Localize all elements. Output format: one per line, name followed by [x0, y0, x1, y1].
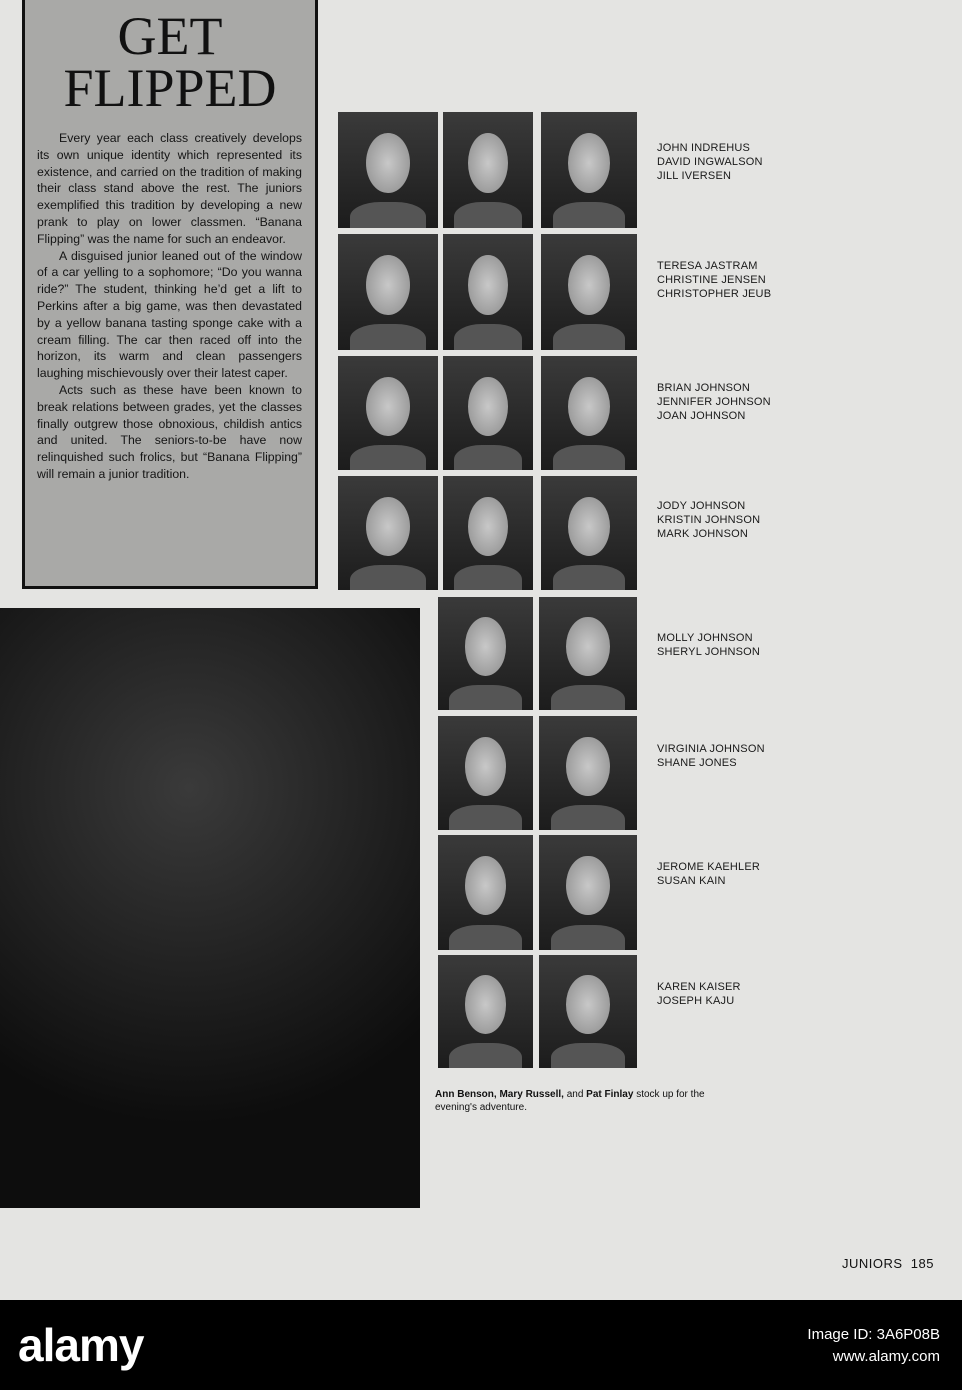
- name: JOHN INDREHUS: [657, 142, 751, 154]
- name-group: [657, 980, 741, 1008]
- photo-caption: [435, 1088, 705, 1114]
- student-portrait: [338, 234, 438, 350]
- student-portrait: [541, 476, 637, 590]
- student-portrait: [338, 476, 438, 590]
- name: JODY JOHNSON: [657, 500, 746, 512]
- student-portrait: [539, 835, 637, 950]
- name: VIRGINIA JOHNSON: [657, 743, 765, 755]
- name-group: [657, 499, 760, 541]
- name: JILL IVERSEN: [657, 170, 732, 182]
- group-photo: [0, 608, 420, 1208]
- name: MARK JOHNSON: [657, 528, 749, 540]
- caption-text: stock up for the evening's adventure.: [435, 1089, 705, 1113]
- name: KAREN KAISER: [657, 981, 741, 993]
- watermark-bar: [0, 1300, 962, 1390]
- caption-and: and: [563, 1089, 587, 1100]
- name-group: [657, 259, 771, 301]
- caption-names: Ann Benson, Mary Russell,: [435, 1089, 564, 1100]
- name-group: [657, 860, 760, 888]
- student-portrait: [539, 597, 637, 710]
- student-portrait: [438, 716, 533, 830]
- name: JOSEPH KAJU: [657, 995, 735, 1007]
- article-box: [22, 0, 318, 589]
- student-portrait: [539, 716, 637, 830]
- student-portrait: [443, 356, 533, 470]
- student-portrait: [438, 955, 533, 1068]
- student-portrait: [338, 112, 438, 228]
- name-group: [657, 141, 763, 183]
- name: MOLLY JOHNSON: [657, 632, 753, 644]
- name-group: [657, 631, 760, 659]
- name: BRIAN JOHNSON: [657, 382, 751, 394]
- title-line-1: GET: [117, 6, 223, 66]
- name: KRISTIN JOHNSON: [657, 514, 761, 526]
- name: TERESA JASTRAM: [657, 260, 758, 272]
- alamy-logo: alamy: [18, 1319, 144, 1371]
- name-group: [657, 381, 771, 423]
- image-id: Image ID: 3A6P08B: [807, 1326, 940, 1343]
- page-footer: [842, 1256, 934, 1271]
- name: CHRISTOPHER JEUB: [657, 288, 772, 300]
- student-portrait: [438, 835, 533, 950]
- section-name: JUNIORS: [842, 1256, 903, 1271]
- student-portrait: [443, 234, 533, 350]
- paragraph: Every year each class creatively develops its own unique identity which represented its existence, and carried on the tradition of making their class stand above the rest. The juniors exemplified this tradition by developing a new prank to play on lower classmen. “Banana Flipping” was the name for such an endeavor.: [37, 131, 302, 246]
- name: JENNIFER JOHNSON: [657, 396, 771, 408]
- image-meta: [807, 1324, 940, 1368]
- article-title: [25, 6, 315, 118]
- student-portrait: [541, 234, 637, 350]
- paragraph: A disguised junior leaned out of the window of a car yelling to a sophomore; “Do you wanna ride?” The student, thinking he’d get a lift to Perkins after a big game, was then devastated by a yellow banana tasting sponge cake with a cream filling. The car then raced off into the horizon, its warm and clean passengers laughing mischievously over their latest caper.: [37, 248, 302, 381]
- watermark-url: www.alamy.com: [832, 1348, 940, 1365]
- student-portrait: [443, 112, 533, 228]
- student-portrait: [541, 356, 637, 470]
- name-group: [657, 742, 765, 770]
- student-portrait: [539, 955, 637, 1068]
- caption-last-name: Pat Finlay: [586, 1089, 634, 1100]
- title-line-2: FLIPPED: [63, 58, 277, 118]
- paragraph: Acts such as these have been known to break relations between grades, yet the classes finally outgrew those obnoxious, childish antics and united. The seniors-to-be have now relinquished such frolics, but “Banana Flipping” will remain a junior tradition.: [37, 382, 302, 481]
- student-portrait: [541, 112, 637, 228]
- page-number: 185: [910, 1256, 934, 1271]
- name: SHANE JONES: [657, 757, 737, 769]
- name: SHERYL JOHNSON: [657, 646, 761, 658]
- article-body: [37, 130, 302, 483]
- name: JEROME KAEHLER: [657, 861, 761, 873]
- student-portrait: [438, 597, 533, 710]
- name: SUSAN KAIN: [657, 875, 726, 887]
- name: DAVID INGWALSON: [657, 156, 763, 168]
- student-portrait: [338, 356, 438, 470]
- name: CHRISTINE JENSEN: [657, 274, 766, 286]
- student-portrait: [443, 476, 533, 590]
- name: JOAN JOHNSON: [657, 410, 746, 422]
